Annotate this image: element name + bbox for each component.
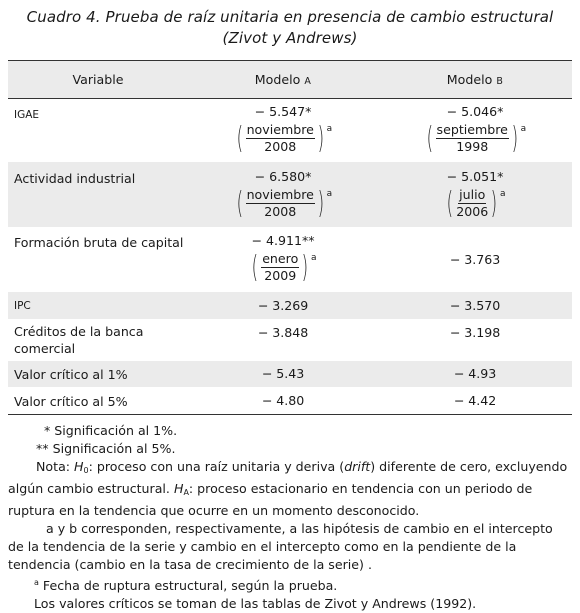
value-b: − 3.198 bbox=[449, 325, 501, 340]
value-b: − 4.93 bbox=[453, 366, 497, 381]
table-row bbox=[8, 292, 572, 320]
value-b: − 4.42 bbox=[453, 393, 497, 408]
value-a: − 5.547* bbox=[254, 104, 312, 119]
value-a: − 5.43 bbox=[261, 366, 305, 381]
note-significance-5: ** Significación al 5%. bbox=[36, 441, 176, 456]
row-label: Actividad industrial bbox=[14, 171, 136, 186]
header-row bbox=[8, 61, 572, 99]
break-date-a: ( $\frac{\text{noviembre}}{2008}$ ) a bbox=[236, 120, 333, 156]
table-row bbox=[8, 99, 572, 162]
row-label: IPC bbox=[14, 300, 31, 312]
row-label: Valor crítico al 5% bbox=[14, 393, 128, 409]
header-variable: Variable bbox=[8, 61, 188, 99]
value-b: − 3.570 bbox=[449, 297, 501, 313]
row-label: Créditos de la banca comercial bbox=[14, 324, 144, 356]
value-a: − 3.269 bbox=[257, 297, 309, 313]
row-label: IGAE bbox=[14, 109, 40, 121]
table-row bbox=[8, 228, 572, 292]
value-a: − 4.80 bbox=[261, 393, 305, 408]
break-date-a: ( $\frac{\text{noviembre}}{2008}$ ) a bbox=[236, 185, 333, 221]
table-title: Cuadro 4. Prueba de raíz unitaria en presencia de cambio estructural bbox=[26, 8, 554, 26]
note-significance-1: * Significación al 1%. bbox=[44, 423, 178, 438]
note-critical-values: Los valores críticos se toman de las tablas de Zivot y Andrews (1992). bbox=[34, 596, 477, 612]
value-a: − 6.580* bbox=[254, 169, 312, 184]
table-subtitle: (Zivot y Andrews) bbox=[222, 29, 358, 47]
table-notes bbox=[8, 422, 568, 613]
break-date-b: ( $\frac{\text{julio}}{2006}$ ) a bbox=[447, 185, 506, 221]
value-a: − 4.911** bbox=[251, 233, 315, 248]
row-label: Valor crítico al 1% bbox=[14, 366, 128, 382]
results-table bbox=[8, 60, 572, 415]
value-b: − 3.763 bbox=[449, 251, 501, 267]
note-models: a y b corresponden, respectivamente, a las hipótesis de cambio en el intercepto de la tendencia de la serie y cambio en el intercepto como en la pendiente de la tendencia (cambio en la tasa de crecimiento de la serie) . bbox=[8, 521, 553, 572]
header-modelo-b: Modelo B bbox=[378, 61, 572, 99]
header-modelo-a: Modelo A bbox=[188, 61, 378, 99]
table-row bbox=[8, 361, 572, 388]
break-date-a: ( $\frac{\text{enero}}{2009}$ ) a bbox=[252, 249, 317, 285]
row-label: Formación bruta de capital bbox=[14, 235, 184, 250]
value-a: − 3.848 bbox=[257, 325, 309, 340]
break-date-b: ( $\frac{\text{septiembre}}{1998}$ ) a bbox=[426, 120, 527, 156]
value-b: − 5.051* bbox=[446, 169, 504, 184]
table-row bbox=[8, 162, 572, 228]
table-row bbox=[8, 320, 572, 361]
value-b: − 5.046* bbox=[446, 104, 504, 119]
note-hypotheses: Nota: H0: proceso con una raíz unitaria y deriva (drift) diferente de cero, excluyendo algún cambio estructural. HA: proceso estacionario en tendencia con un periodo de ruptura en la tendencia que ocurre en un momento desconocido. bbox=[8, 459, 568, 518]
note-break-date: $^a$ Fecha de ruptura estructural, según la prueba. bbox=[34, 578, 338, 594]
table-row bbox=[8, 388, 572, 415]
